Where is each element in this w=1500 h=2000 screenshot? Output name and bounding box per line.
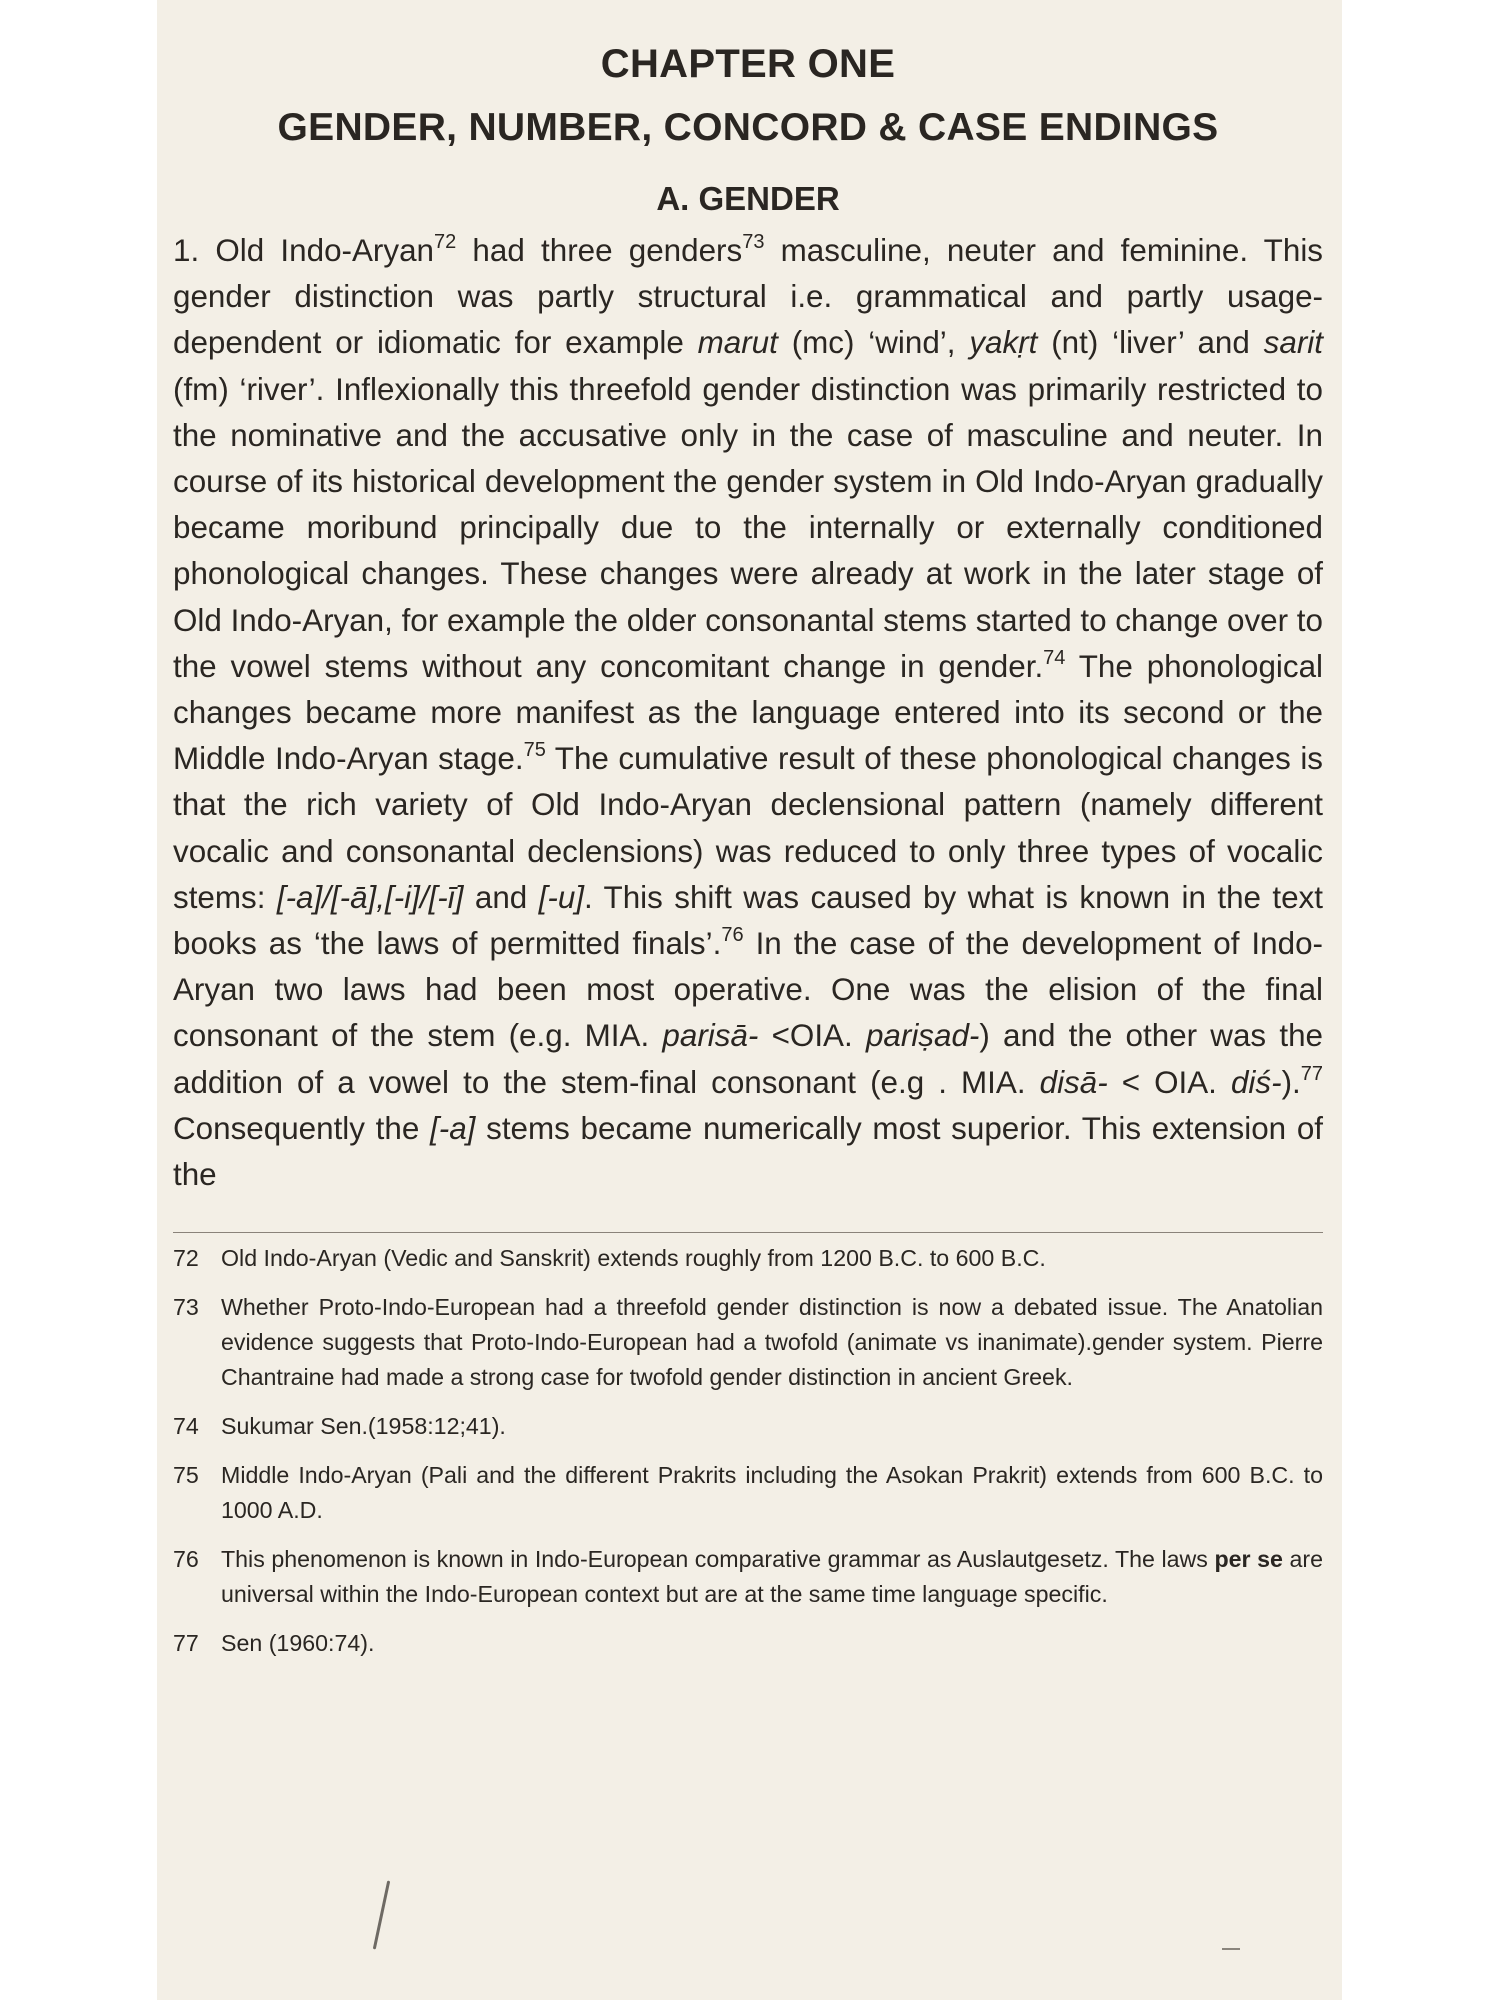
term-dis: diś- (1230, 1064, 1282, 1100)
footnote-number: 77 (173, 1630, 199, 1657)
body-text-run: The phonological changes became more manifest as the language entered into its second or the Middle Indo-Aryan stage. (173, 648, 1323, 777)
body-text-run: 1. Old Indo-Aryan (173, 233, 434, 268)
footnote-ref-75: 75 (523, 739, 546, 762)
body-text-run: <OIA. (758, 1018, 866, 1054)
dash-mark (1222, 1948, 1240, 1950)
footnote-text: Sen (1960:74). (221, 1630, 375, 1657)
footnote-ref-74: 74 (1043, 646, 1066, 669)
footnote-text: Middle Indo-Aryan (Pali and the different Prakrits including the Asokan Prakrit) extends from 600 B.C. to 1000 A.D. (221, 1462, 1323, 1524)
body-text-run: (nt) ‘liver’ and (1037, 325, 1264, 361)
body-text-run: Consequently the (173, 1110, 431, 1146)
body-text-run: . This shift was caused by what is known in the text books as ‘the laws of permitted finals’. (173, 879, 1323, 962)
section-heading: A. GENDER (656, 180, 840, 217)
footnote-number: 76 (173, 1546, 199, 1573)
footnote-number: 72 (173, 1245, 199, 1272)
footnote-text-run: are universal within the Indo-European context but are at the same time language specific. (221, 1546, 1323, 1608)
body-text-run: In the case of the development of Indo-Aryan two laws had been most operative. One was the elision of the final consonant of the stem (e.g. MIA. (173, 926, 1323, 1054)
term-parisa: parisā- (662, 1018, 759, 1054)
footnote-77 (173, 1626, 1323, 1661)
chapter-subtitle: GENDER, NUMBER, CONCORD & CASE ENDINGS (277, 106, 1219, 149)
body-text-run: < OIA. (1107, 1064, 1231, 1100)
body-text-run: (fm) ‘river’. Inflexionally this threefold gender distinction was primarily restricted to the nominative and the accusative only in the case of masculine and neuter. In course of its historical development the gender system in Old Indo-Aryan gradually became moribund principally due to the internally or externally conditioned phonological changes. These changes were already at work in the later stage of Old Indo-Aryan, for example the older consonantal stems started to change over to the vowel stems without any concomitant change in gender. (173, 371, 1323, 684)
footnote-76 (173, 1542, 1323, 1612)
term-stems-a-i: [-a]/[-ā],[-i]/[-ī] (276, 879, 464, 915)
footnote-73 (173, 1290, 1323, 1395)
footnote-ref-73: 73 (742, 231, 765, 253)
footnote-number: 75 (173, 1462, 199, 1489)
footnote-ref-77: 77 (1300, 1062, 1323, 1085)
footnote-72 (173, 1241, 1323, 1276)
body-text-run: ). (1281, 1064, 1301, 1100)
footnotes (173, 1241, 1323, 1661)
body-paragraph (173, 228, 1323, 1198)
term-stem-u: [-u] (538, 879, 584, 915)
footnote-75 (173, 1458, 1323, 1528)
footnote-text: Whether Proto-Indo-European had a threefold gender distinction is now a debated issue. The Anatolian evidence suggests that Proto-Indo-European had a twofold (animate vs inanimate).gender system. Pierre Chantraine had made a strong case for twofold gender distinction in ancient Greek. (221, 1294, 1323, 1391)
footnote-text-run: This phenomenon is known in Indo-European comparative grammar as Auslautgesetz. The laws (221, 1546, 1215, 1573)
body-text-run: masculine, neuter and feminine. This gender distinction was partly structural i.e. grammatical and partly usage-dependent or idiomatic for example (173, 233, 1323, 361)
term-yakrt: yakṛt (969, 325, 1038, 361)
chapter-title: CHAPTER ONE (600, 42, 896, 86)
footnote-divider (173, 1232, 1323, 1233)
footnote-number: 73 (173, 1294, 199, 1321)
term-sarit: sarit (1263, 325, 1323, 361)
term-per-se: per se (1214, 1546, 1283, 1573)
term-parisad: pariṣad- (865, 1018, 980, 1054)
body-text-run: The cumulative result of these phonological changes is that the rich variety of Old Indo-Aryan declensional pattern (namely different vocalic and consonantal declensions) was reduced to only three types of vocalic stems: (173, 741, 1323, 915)
footnote-ref-76: 76 (721, 924, 744, 947)
body-text-run: had three genders (456, 233, 743, 268)
term-marut: marut (697, 325, 778, 361)
footnote-text (221, 1542, 1323, 1612)
body-text-run: ) and the other was the addition of a vowel to the stem-final consonant (e.g . MIA. (173, 1018, 1323, 1100)
footnote-ref-72: 72 (433, 231, 457, 253)
footnote-text: Sukumar Sen.(1958:12;41). (221, 1413, 506, 1440)
footnote-number: 74 (173, 1413, 199, 1440)
term-stem-a: [-a] (430, 1110, 476, 1146)
page-content (173, 36, 1323, 1675)
footnote-text: Old Indo-Aryan (Vedic and Sanskrit) extends roughly from 1200 B.C. to 600 B.C. (221, 1245, 1046, 1272)
book-page (157, 0, 1342, 2000)
body-text-run: stems became numerically most superior. This extension of the (173, 1110, 1324, 1193)
footnote-74 (173, 1409, 1323, 1444)
body-text-run: (mc) ‘wind’, (777, 325, 970, 361)
term-disa: disā- (1039, 1064, 1108, 1100)
body-text-run: and (463, 879, 539, 915)
